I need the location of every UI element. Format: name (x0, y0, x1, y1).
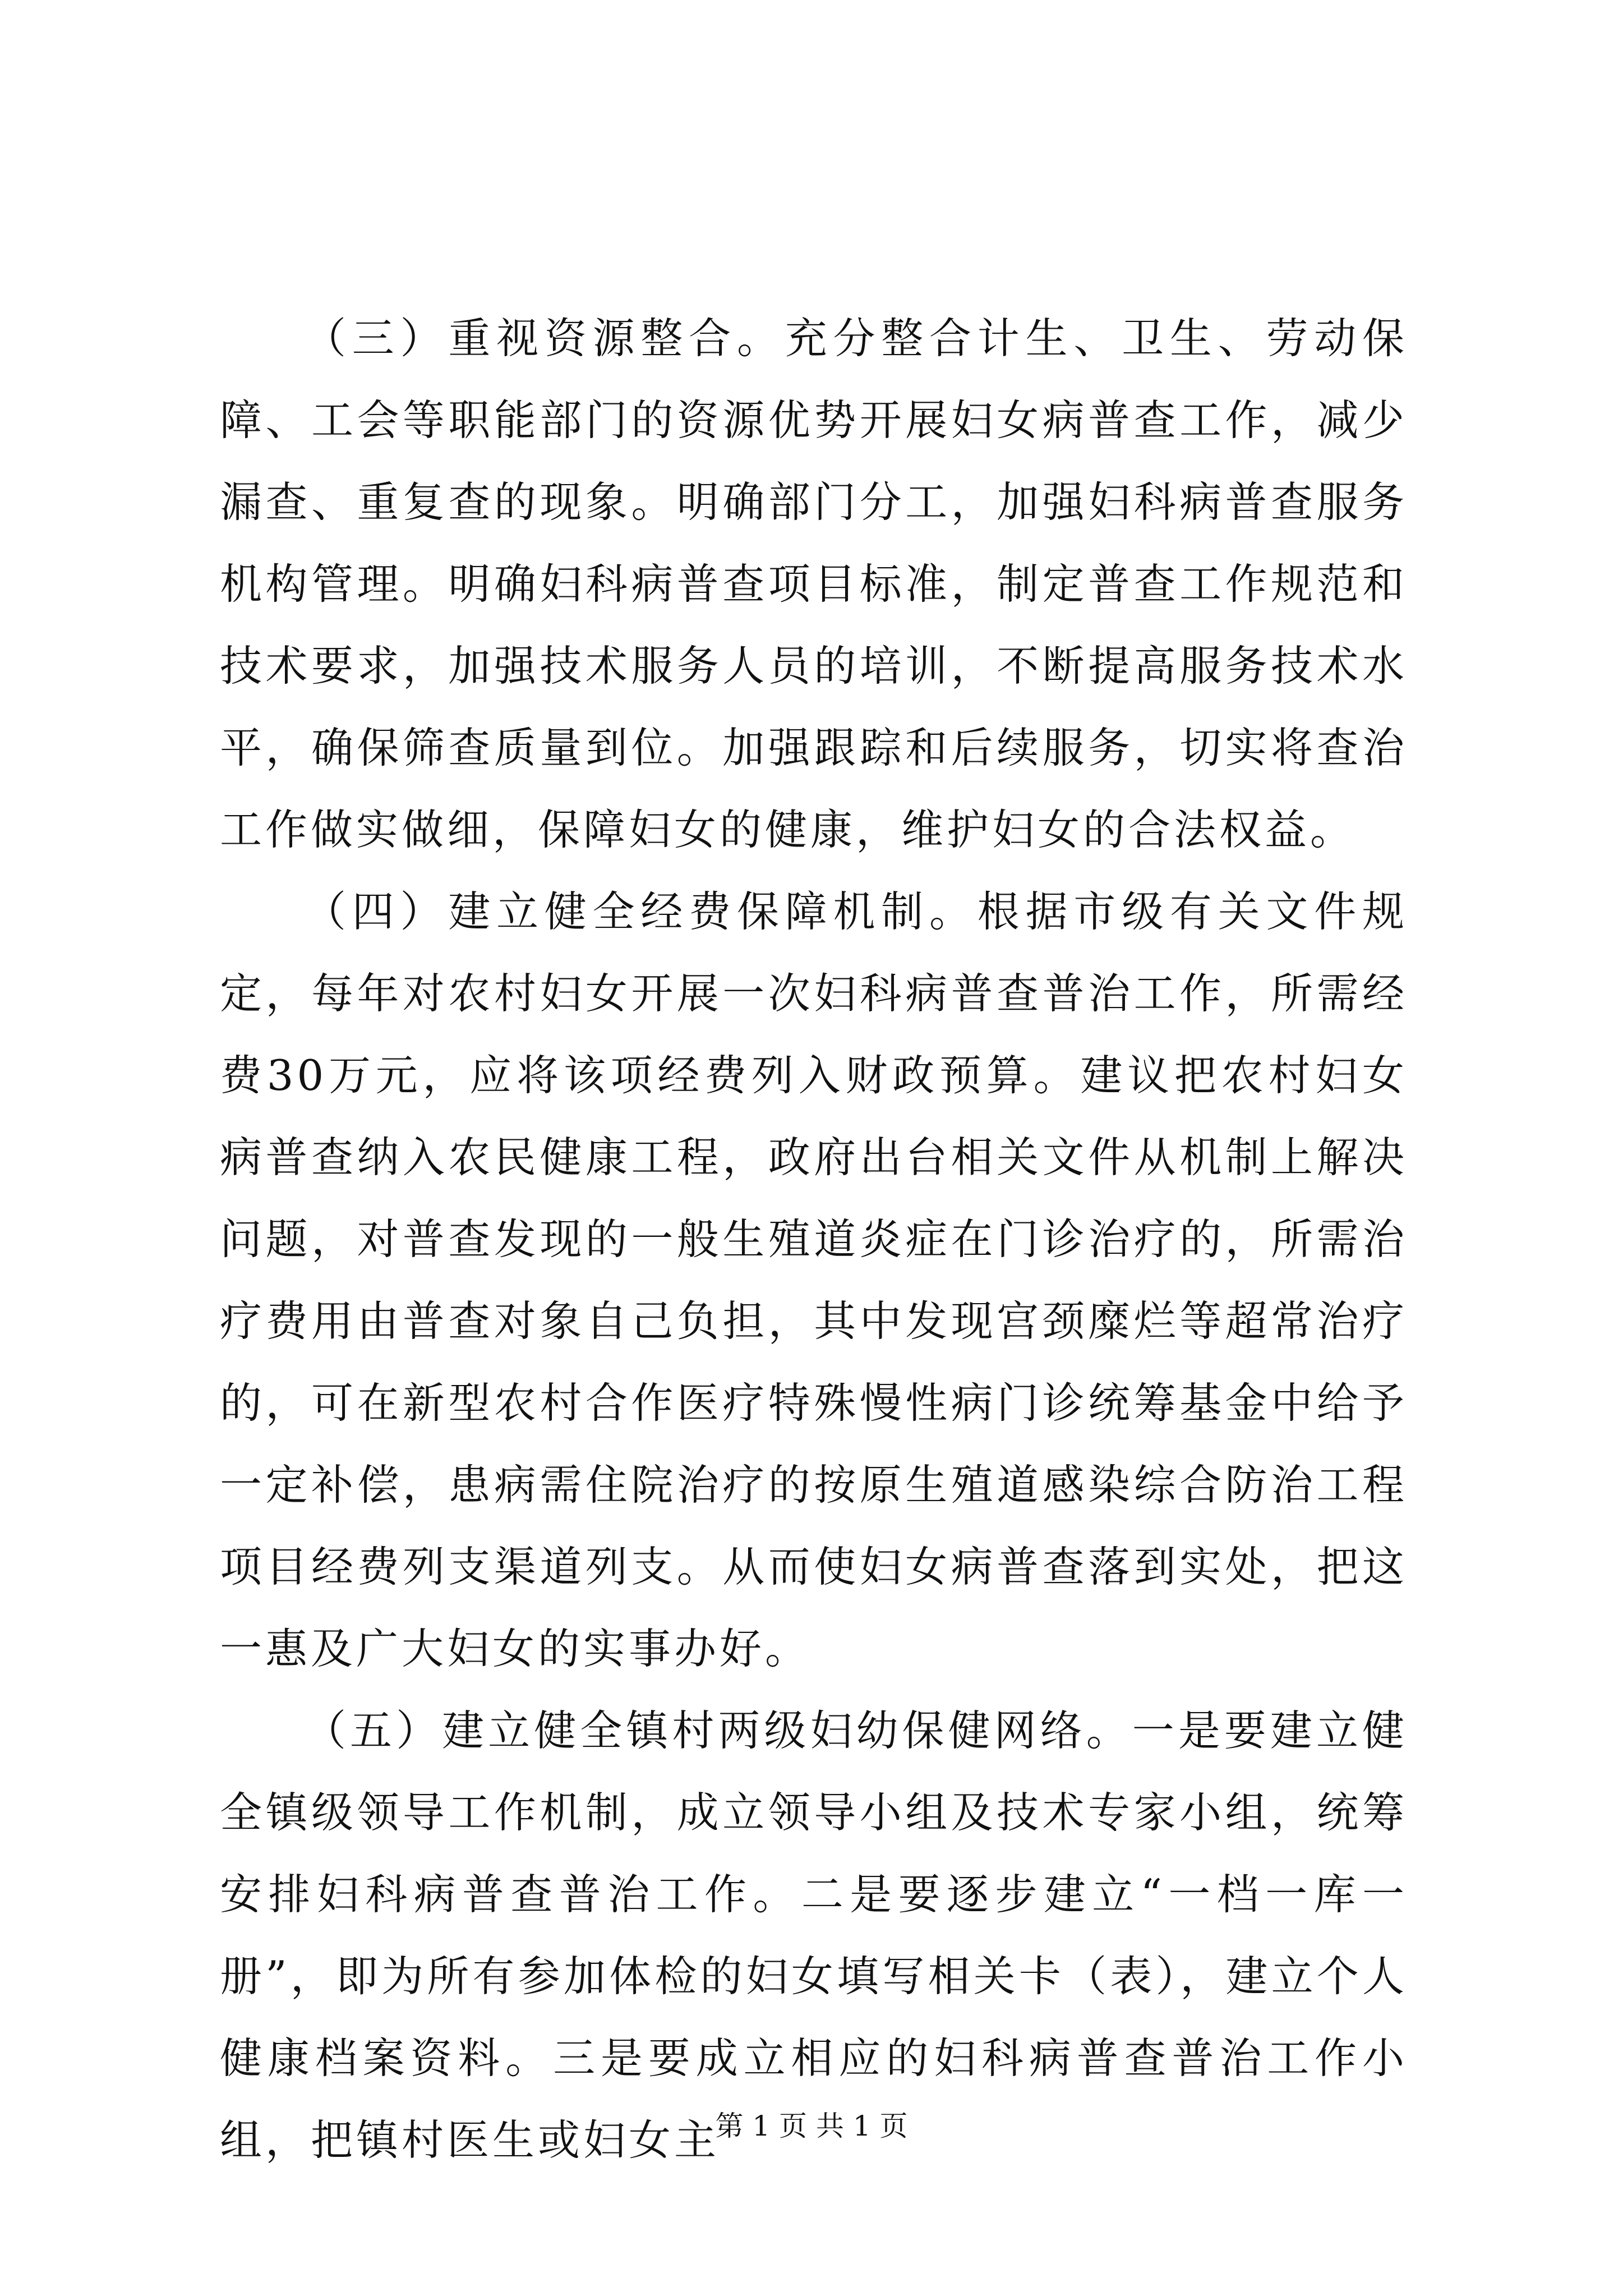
page-footer: 第 1 页 共 1 页 (715, 2110, 908, 2142)
document-body (220, 297, 1408, 2181)
paragraph-section-4: （四）建立健全经费保障机制。根据市级有关文件规定，每年对农村妇女开展一次妇科病普查普治工作，所需经费30万元，应将该项经费列入财政预算。建议把农村妇女病普查纳入农民健康工程，政府出台相关文件从机制上解决问题，对普查发现的一般生殖道炎症在门诊治疗的，所需治疗费用由普查对象自己负担，其中发现宫颈糜烂等超常治疗的，可在新型农村合作医疗特殊慢性病门诊统筹基金中给予一定补偿，患病需住院治疗的按原生殖道感染综合防治工程项目经费列支渠道列支。从而使妇女病普查落到实处，把这一惠及广大妇女的实事办好。 (220, 887, 1408, 1673)
paragraph-section-3: （三）重视资源整合。充分整合计生、卫生、劳动保障、工会等职能部门的资源优势开展妇女病普查工作，减少漏查、重复查的现象。明确部门分工，加强妇科病普查服务机构管理。明确妇科病普查项目标准，制定普查工作规范和技术要求，加强技术服务人员的培训，不断提高服务技术水平，确保筛查质量到位。加强跟踪和后续服务，切实将查治工作做实做细，保障妇女的健康，维护妇女的合法权益。 (220, 314, 1408, 854)
paragraph-section-5: （五）建立健全镇村两级妇幼保健网络。一是要建立健全镇级领导工作机制，成立领导小组及技术专家小组，统筹安排妇科病普查普治工作。二是要逐步建立“一档一库一册”，即为所有参加体检的妇女填写相关卡（表），建立个人健康档案资料。三是要成立相应的妇科病普查普治工作小组，把镇村医生或妇女主 (220, 1706, 1408, 2165)
